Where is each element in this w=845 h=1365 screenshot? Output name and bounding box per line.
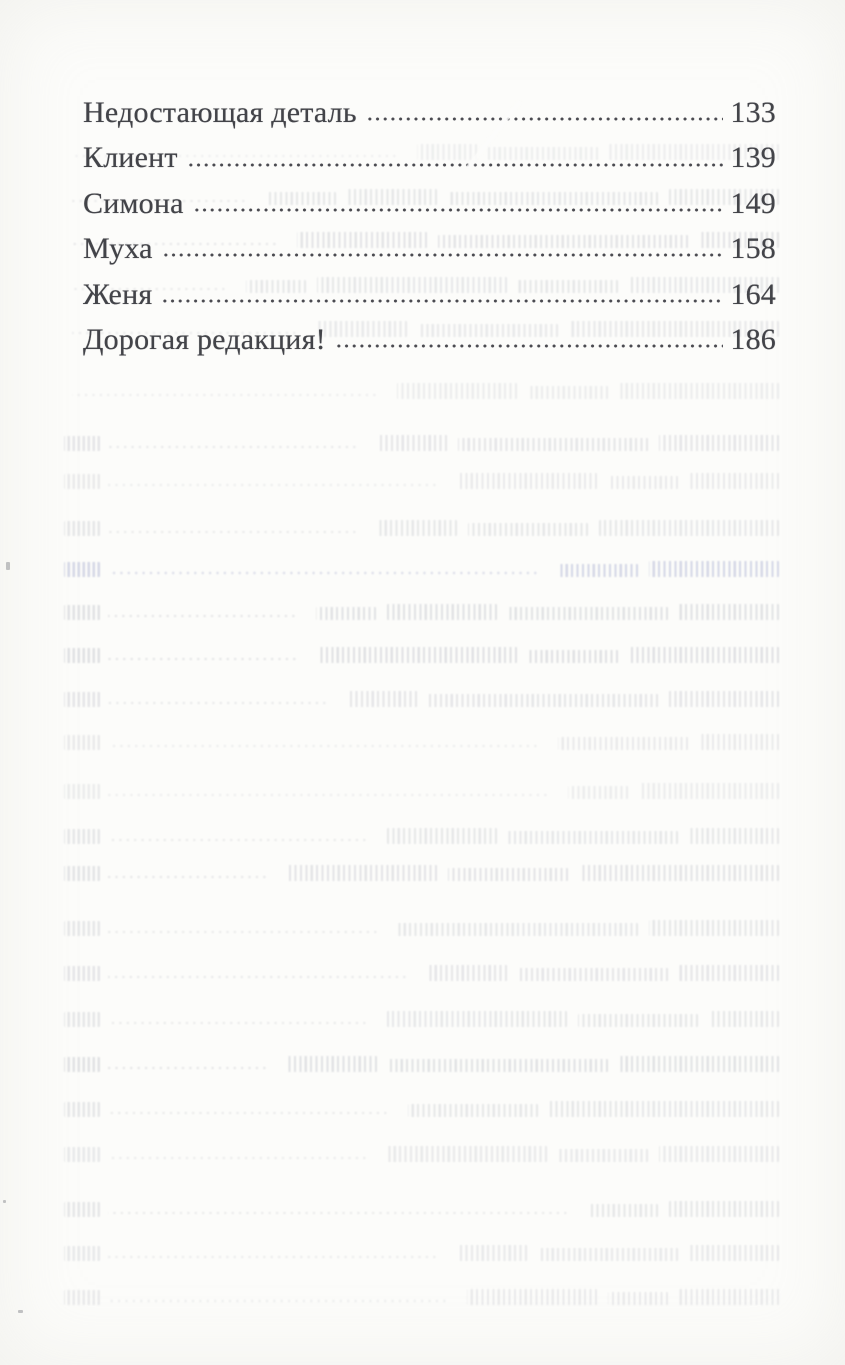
ghost-toc-line (64, 862, 779, 881)
scan-speck (3, 1200, 6, 1203)
ghost-toc-line (64, 470, 779, 489)
ghost-toc-line (64, 644, 779, 663)
toc-entry-title: Муха (83, 232, 153, 266)
ghost-toc-line (64, 380, 779, 399)
toc-entry-page: 164 (730, 277, 776, 311)
ghost-toc-line (64, 1098, 779, 1117)
toc-entry-page: 139 (730, 141, 776, 175)
ghost-toc-line (64, 1242, 779, 1261)
toc-entry-title: Дорогая редакция! (83, 323, 326, 357)
scan-speck (18, 1310, 23, 1313)
dot-leader (366, 90, 724, 135)
ghost-toc-line (64, 1053, 779, 1072)
ghost-toc-line (64, 1143, 779, 1162)
ghost-toc-line (64, 601, 779, 620)
ghost-toc-line (64, 1008, 779, 1027)
ghost-toc-line (64, 731, 779, 750)
ghost-toc-line (64, 962, 779, 981)
ghost-toc-line (64, 780, 779, 799)
toc-entry-title: Женя (83, 277, 153, 311)
toc-row (83, 317, 776, 362)
ghost-toc-line (64, 558, 779, 577)
toc-entry-page: 158 (730, 232, 776, 266)
ghost-toc-line (64, 917, 779, 936)
table-of-contents (83, 90, 776, 362)
dot-leader (161, 272, 723, 317)
toc-row (83, 272, 776, 317)
dot-leader (335, 317, 724, 362)
toc-row (83, 135, 776, 180)
ghost-toc-line (64, 688, 779, 707)
ghost-toc-line (64, 517, 779, 536)
scan-speck (6, 562, 10, 570)
toc-entry-page: 133 (730, 96, 776, 129)
dot-leader (162, 226, 724, 271)
toc-entry-page: 149 (730, 186, 776, 220)
toc-entry-title: Клиент (83, 141, 178, 175)
toc-row (83, 226, 776, 271)
toc-row (83, 181, 776, 226)
dot-leader (187, 135, 724, 180)
toc-entry-title: Недостающая деталь (83, 96, 357, 129)
ghost-toc-line (64, 432, 779, 451)
ghost-toc-line (64, 825, 779, 844)
dot-leader (193, 181, 724, 226)
ghost-toc-line (64, 1286, 779, 1305)
ghost-toc-line (64, 1198, 779, 1217)
toc-entry-page: 186 (730, 323, 776, 357)
toc-row (83, 90, 776, 135)
toc-entry-title: Симона (83, 186, 184, 220)
